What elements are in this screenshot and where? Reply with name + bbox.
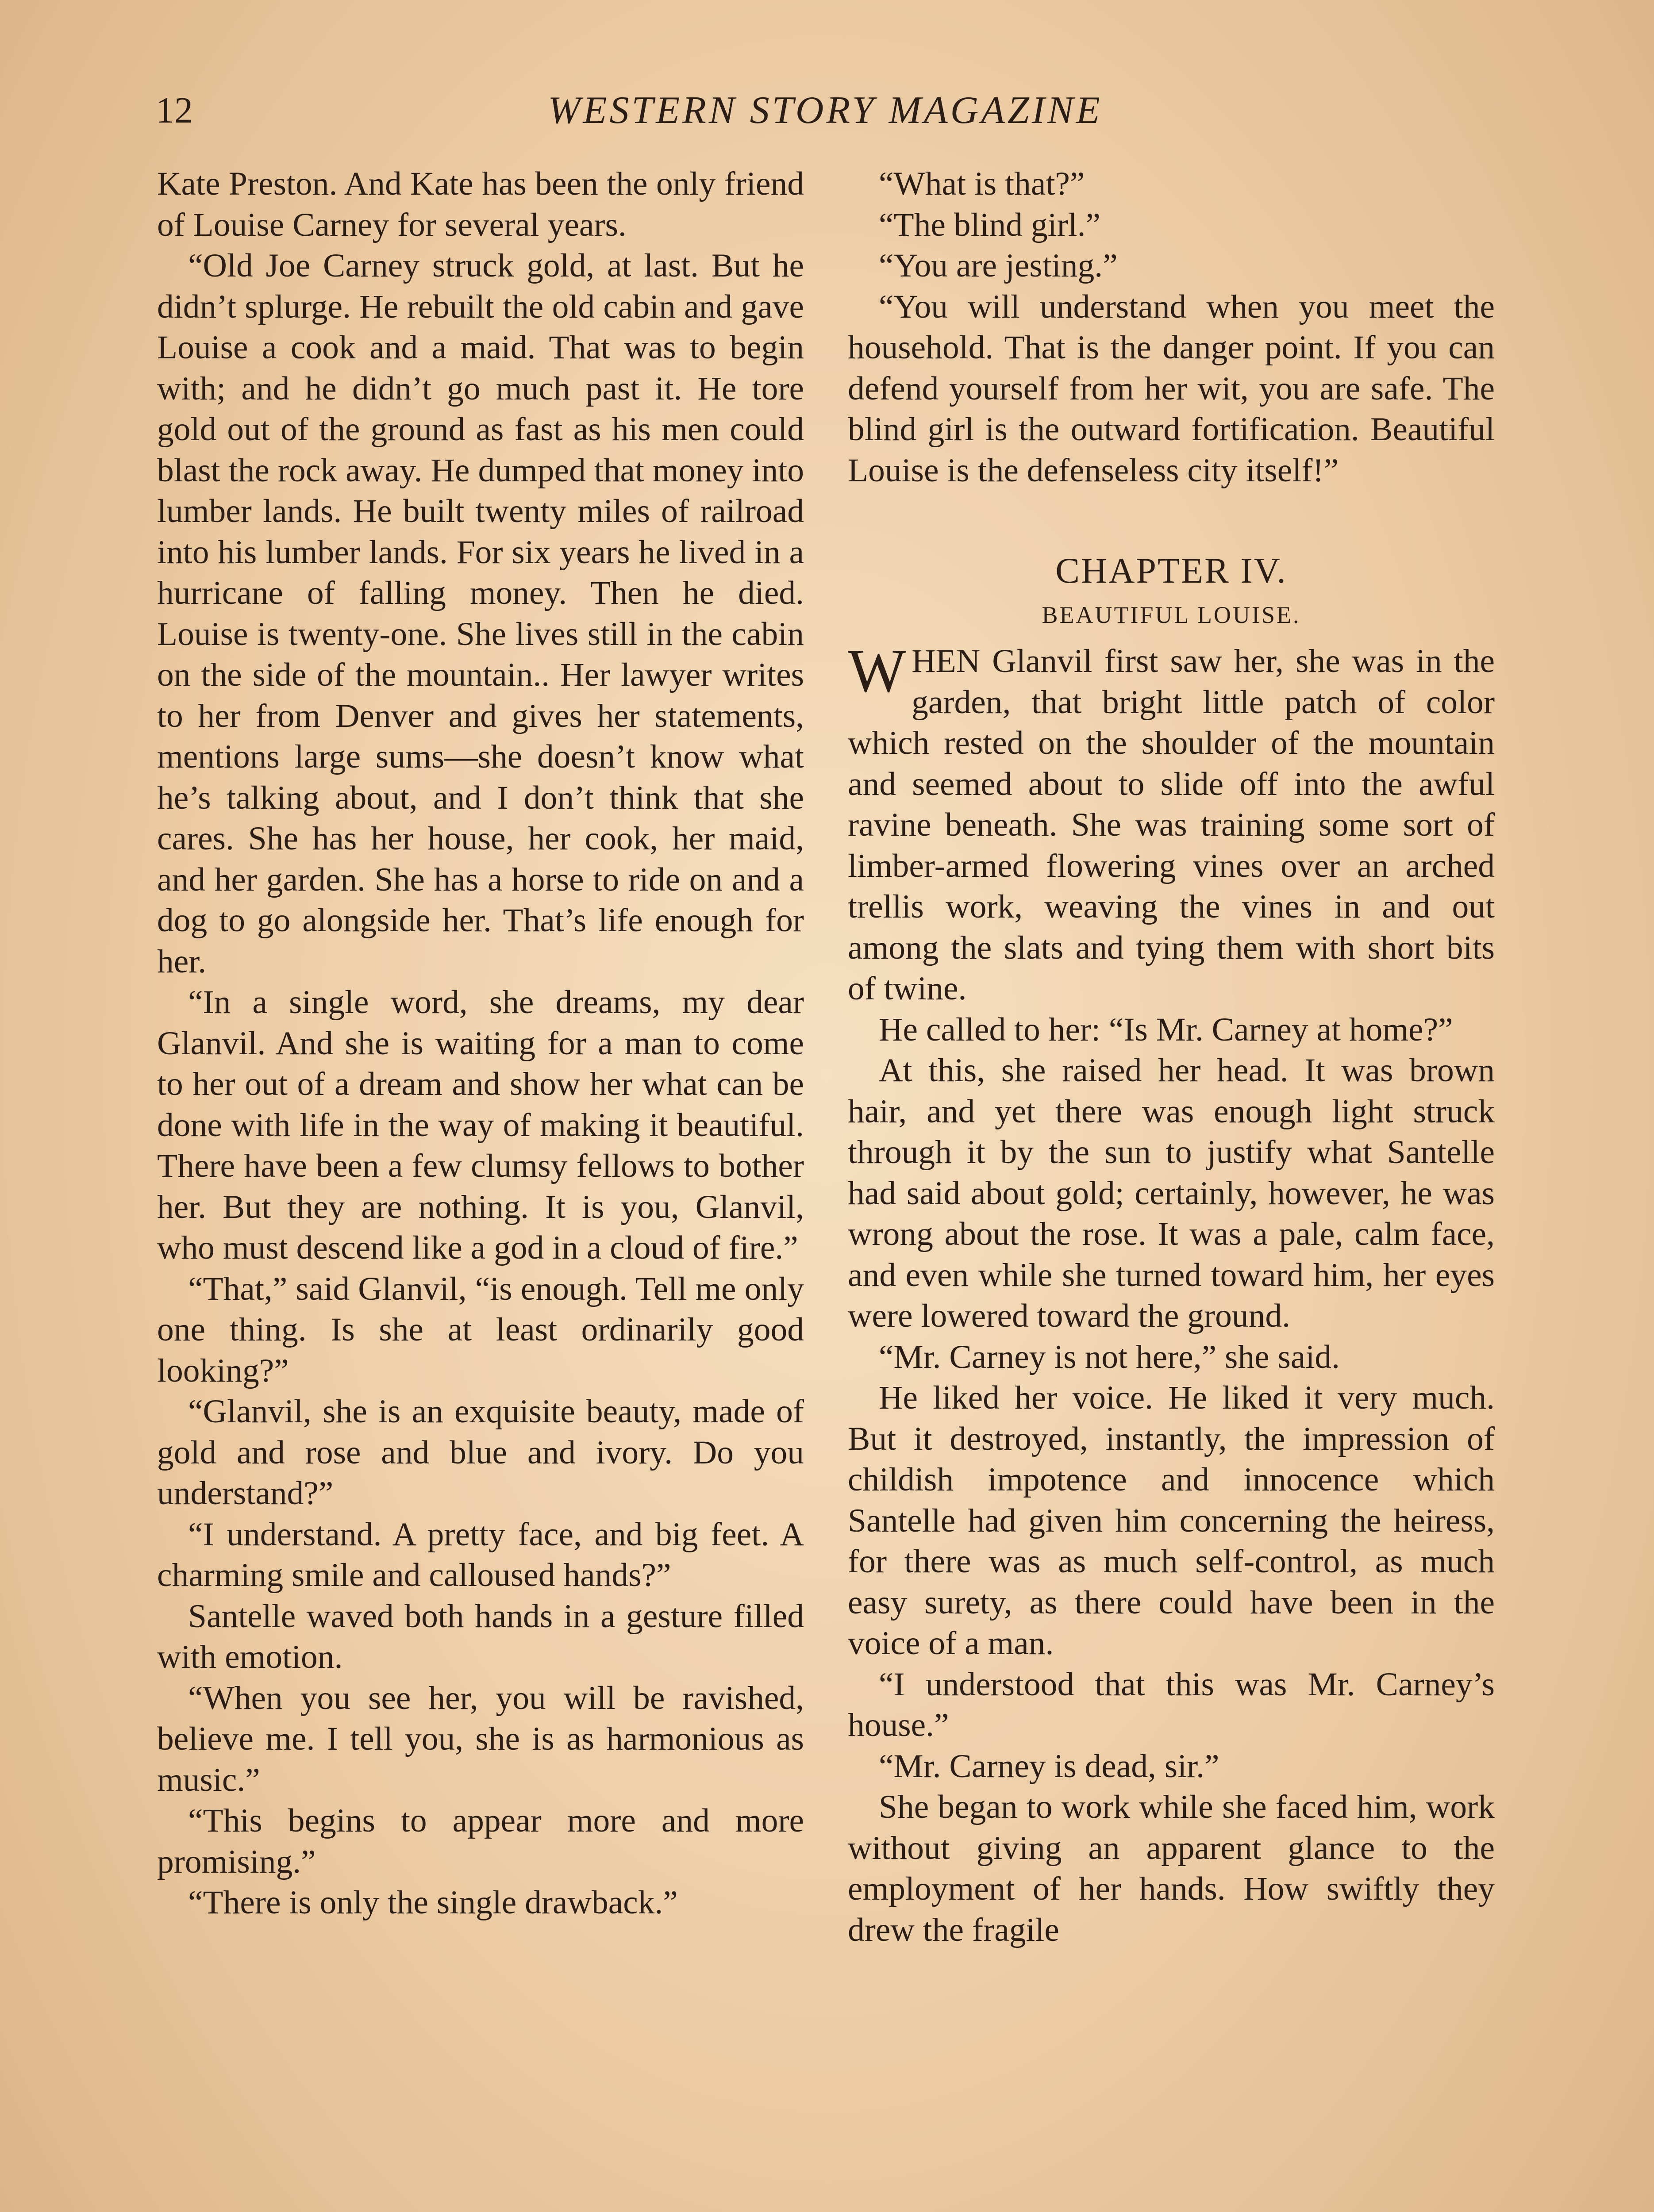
paragraph: “The blind girl.” [879,206,1101,243]
paragraph: “This begins to appear more and more promising.” [157,1802,804,1880]
drop-cap: W [848,637,907,705]
chapter-opening-text: HEN Glanvil first saw her, she was in the garden, that bright little patch of color which rested on the shoulder of the mountain and seemed about to slide off into the awful ravine beneath. She was training some sort of limber-armed flowering vines over an arched trellis work, weaving the vines in and out among the slats and tying them with short bits of twine. [848,643,1495,1007]
left-column [157,164,804,1924]
paragraph: “You will understand when you meet the household. That is the danger point. If you can defend yourself from her wit, you are safe. The blind girl is the outward fortification. Beautiful Louise is the defenseless city itself!” [848,288,1495,489]
magazine-title: WESTERN STORY MAGAZINE [548,89,1103,132]
paragraph: “Old Joe Carney struck gold, at last. But he didn’t splurge. He rebuilt the old cabin and gave Louise a cook and a maid. That was to begin with; and he didn’t go much past it. He tore gold out of the ground as fast as his men could blast the rock away. He dumped that money into lumber lands. He built twenty miles of railroad into his lumber lands. For six years he lived in a hurricane of falling money. Then he died. Louise is twenty-one. She lives still in the cabin on the side of the mountain.. Her lawyer writes to her from Denver and gives her statements, mentions large sums—she doesn’t know what he’s talking about, and I don’t think that she cares. She has her house, her cook, her maid, and her garden. She has a horse to ride on and a dog to go alongside her. That’s life enough for her. [157,247,804,980]
chapter-subtitle: BEAUTIFUL LOUISE. [1042,602,1301,628]
paragraph: She began to work while she faced him, work without giving an apparent glance to the employment of her hands. How swiftly they drew the fragile [848,1789,1495,1948]
chapter-heading: CHAPTER IV. [1055,550,1287,591]
paragraph: “I understood that this was Mr. Carney’s house.” [848,1666,1495,1743]
paragraph: “Mr. Carney is not here,” she said. [879,1338,1340,1375]
paragraph: “You are jesting.” [879,247,1118,284]
page-number: 12 [156,90,193,131]
paragraph: Santelle waved both hands in a gesture filled with emotion. [157,1598,804,1675]
chapter-opening-paragraph [848,637,1495,1010]
paragraph: “In a single word, she dreams, my dear Glanvil. And she is waiting for a man to come to her out of a dream and show her what can be done with life in the way of making it beautiful. There have been a few clumsy fellows to bother her. But they are nothing. It is you, Glanvil, who must descend like a god in a cloud of fire.” [157,984,804,1266]
paragraph: He called to her: “Is Mr. Carney at home?” [879,1011,1453,1048]
paragraph: At this, she raised her head. It was brown hair, and yet there was enough light struck through it by the sun to justify what Santelle had said about gold; certainly, however, he was wrong about the rose. It was a pale, calm face, and even while she turned toward him, her eyes were lowered toward the ground. [848,1052,1495,1334]
paragraph: He liked her voice. He liked it very much. But it destroyed, instantly, the impression of childish impotence and innocence which Santelle had given him concerning the heiress, for there was as much self-control, as much easy surety, as there could have been in the voice of a man. [848,1379,1495,1662]
paragraph: “What is that?” [879,165,1085,202]
paragraph: “I understand. A pretty face, and big feet. A charming smile and calloused hands?” [157,1516,804,1594]
paragraph: “Glanvil, she is an exquisite beauty, made of gold and rose and blue and ivory. Do you understand?” [157,1393,804,1512]
paragraph: “There is only the single drawback.” [188,1884,678,1921]
right-column [848,164,1495,1951]
paragraph: “Mr. Carney is dead, sir.” [879,1747,1219,1785]
paragraph: “When you see her, you will be ravished, believe me. I tell you, she is as harmonious as music.” [157,1679,804,1798]
page-header [150,86,1500,139]
paragraph: “That,” said Glanvil, “is enough. Tell me only one thing. Is she at least ordinarily good looking?” [157,1270,804,1389]
paragraph: Kate Preston. And Kate has been the only friend of Louise Carney for several years. [157,165,804,243]
